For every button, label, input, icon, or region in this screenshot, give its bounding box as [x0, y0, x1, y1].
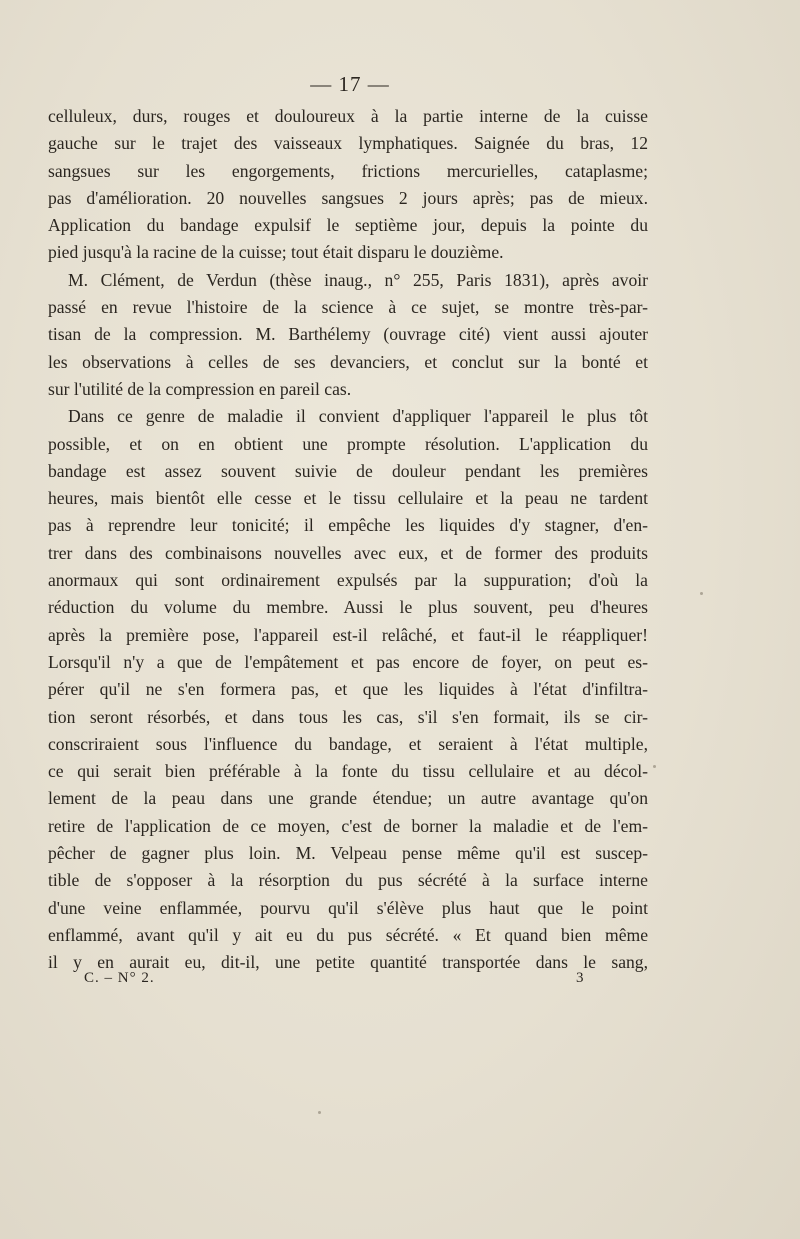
text-line: lement de la peau dans une grande étendue; un autre avantage qu'on — [48, 788, 648, 809]
text-line: M. Clément, de Verdun (thèse inaug., n° 255, Paris 1831), après avoir — [68, 269, 648, 290]
text-line: Lorsqu'il n'y a que de l'empâtement et pas encore de foyer, on peut es- — [48, 651, 648, 672]
text-line: passé en revue l'histoire de la science à ce sujet, se montre très-par- — [48, 297, 648, 318]
text-line: pas à reprendre leur tonicité; il empêche les liquides d'y stagner, d'en- — [48, 515, 648, 536]
paper-speck — [318, 1111, 321, 1114]
text-line: celluleux, durs, rouges et douloureux à la partie interne de la cuisse — [48, 106, 648, 126]
text-line: trer dans des combinaisons nouvelles avec eux, et de former des produits — [48, 542, 648, 563]
text-line: ce qui serait bien préférable à la fonte du tissu cellulaire et au décol- — [48, 761, 648, 782]
text-line: sangsues sur les engorgements, frictions mercurielles, cataplasme; — [48, 160, 648, 181]
text-line: après la première pose, l'appareil est-il relâché, et faut-il le réappliquer! — [48, 624, 648, 645]
text-line: pérer qu'il ne s'en formera pas, et que les liquides à l'état d'infiltra- — [48, 679, 648, 700]
text-line: conscriraient sous l'influence du bandage, et seraient à l'état multiple, — [48, 733, 648, 754]
paper-speck — [653, 765, 656, 768]
text-line: d'une veine enflammée, pourvu qu'il s'élève plus haut que le point — [48, 897, 648, 918]
text-line: enflammé, avant qu'il y ait eu du pus sécrété. « Et quand bien même — [48, 924, 648, 945]
text-line: réduction du volume du membre. Aussi le plus souvent, peu d'heures — [48, 597, 648, 618]
text-line: il y en aurait eu, dit-il, une petite quantité transportée dans le sang, — [48, 952, 648, 973]
signature-mark: C. – N° 2. — [84, 970, 155, 986]
text-line: heures, mais bientôt elle cesse et le tissu cellulaire et la peau ne tardent — [48, 488, 648, 509]
text-line: Dans ce genre de maladie il convient d'appliquer l'appareil le plus tôt — [68, 406, 648, 427]
body-text — [48, 103, 648, 977]
page-number: — 17 — — [310, 72, 390, 96]
text-line: possible, et on en obtient une prompte résolution. L'application du — [48, 433, 648, 454]
text-line: gauche sur le trajet des vaisseaux lymphatiques. Saignée du bras, 12 — [48, 133, 648, 154]
text-line: anormaux qui sont ordinairement expulsés par la suppuration; d'où la — [48, 570, 648, 591]
folio-number: 3 — [576, 970, 584, 986]
text-line: les observations à celles de ses devanciers, et conclut sur la bonté et — [48, 351, 648, 372]
paper-speck — [700, 592, 703, 595]
text-line: tisan de la compression. M. Barthélemy (ouvrage cité) vient aussi ajouter — [48, 324, 648, 345]
text-line: sur l'utilité de la compression en pareil cas. — [48, 378, 352, 399]
text-line: retire de l'application de ce moyen, c'est de borner la maladie et de l'em- — [48, 815, 648, 836]
text-line: Application du bandage expulsif le septième jour, depuis la pointe du — [48, 215, 648, 236]
text-line: tion seront résorbés, et dans tous les cas, s'il s'en formait, ils se cir- — [48, 706, 648, 727]
text-line: pas d'amélioration. 20 nouvelles sangsues 2 jours après; pas de mieux. — [48, 187, 648, 208]
text-line: pêcher de gagner plus loin. M. Velpeau pense même qu'il est suscep- — [48, 843, 648, 864]
text-line: pied jusqu'à la racine de la cuisse; tout était disparu le douzième. — [48, 242, 504, 263]
text-line: bandage est assez souvent suivie de douleur pendant les premières — [48, 460, 648, 481]
text-line: tible de s'opposer à la résorption du pus sécrété à la surface interne — [48, 870, 648, 891]
